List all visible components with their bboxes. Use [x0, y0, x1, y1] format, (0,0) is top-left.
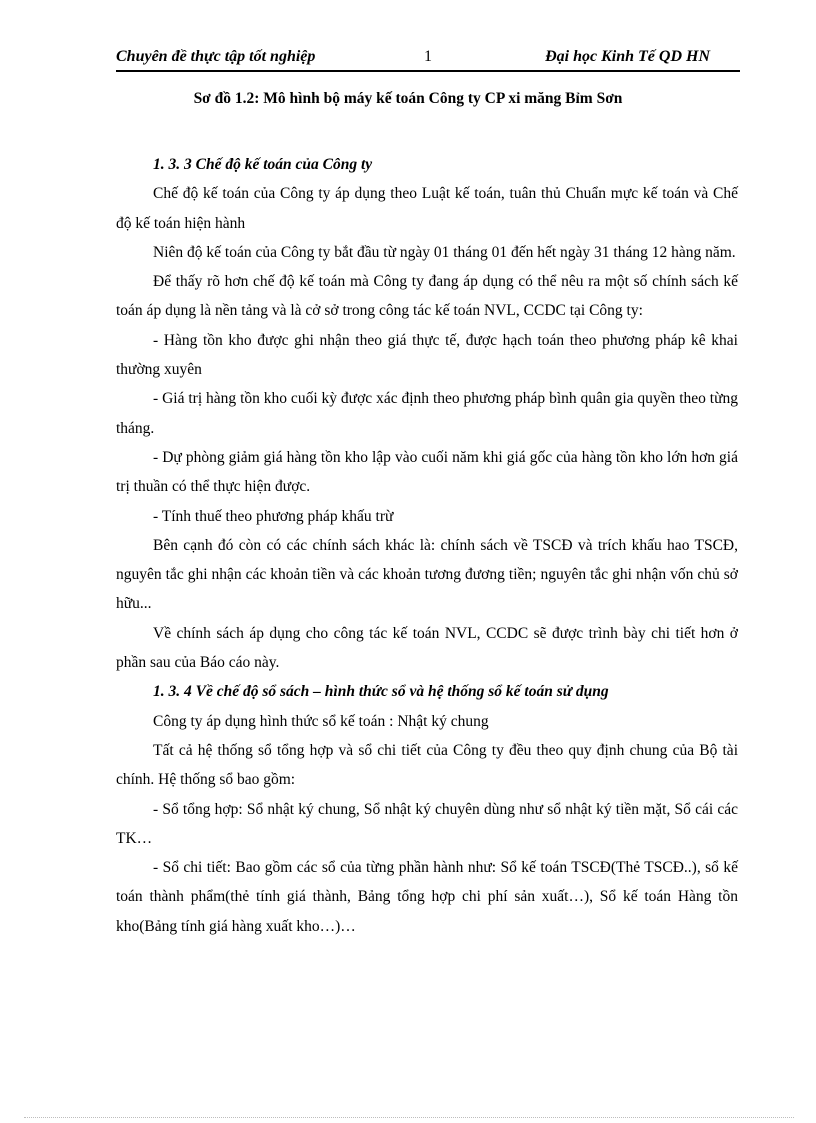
page-header	[116, 46, 740, 70]
figure-caption: Sơ đồ 1.2: Mô hình bộ máy kế toán Công ty CP xi măng Bỉm Sơn	[193, 90, 623, 107]
paragraph: Công ty áp dụng hình thức sổ kế toán : Nhật ký chung	[153, 712, 489, 730]
page-number: 1	[424, 48, 432, 65]
paragraph: Niên độ kế toán của Công ty bắt đầu từ ngày 01 tháng 01 đến hết ngày 31 tháng 12 hàng năm.	[153, 243, 736, 261]
paragraph: - Tính thuế theo phương pháp khấu trừ	[153, 507, 394, 525]
paragraph: Về chính sách áp dụng cho công tác kế toán NVL, CCDC sẽ được trình bày chi tiết hơn ở phần sau của Báo cáo này.	[116, 624, 738, 672]
section-heading-134: 1. 3. 4 Về chế độ sổ sách – hình thức sổ và hệ thống sổ kế toán sử dụng	[153, 683, 609, 701]
paragraph: - Hàng tồn kho được ghi nhận theo giá thực tế, được hạch toán theo phương pháp kê khai thường xuyên	[116, 331, 738, 379]
document-body	[116, 150, 738, 941]
paragraph: - Giá trị hàng tồn kho cuối kỳ được xác định theo phương pháp bình quân gia quyền theo từng tháng.	[116, 390, 738, 437]
paragraph: Tất cả hệ thống sổ tổng hợp và sổ chi tiết của Công ty đều theo quy định chung của Bộ tài chính. Hệ thống sổ bao gồm:	[116, 741, 738, 789]
footer-dotted-line	[24, 1117, 794, 1118]
paragraph: - Sổ chi tiết: Bao gồm các sổ của từng phần hành như: Sổ kế toán TSCĐ(Thẻ TSCĐ..), sổ kế toán thành phẩm(thẻ tính giá thành, Bảng tổng hợp chi phí sản xuất…), Sổ kế toán Hàng tồn kho(Bảng tính giá hàng xuất kho…)…	[116, 859, 738, 935]
header-right-title: Đại học Kinh Tế QD HN	[545, 48, 710, 65]
header-left-title: Chuyên đề thực tập tốt nghiệp	[116, 48, 316, 65]
paragraph: Chế độ kế toán của Công ty áp dụng theo Luật kế toán, tuân thủ Chuẩn mực kế toán và Chế độ kế toán hiện hành	[116, 185, 738, 232]
paragraph: Để thấy rõ hơn chế độ kế toán mà Công ty đang áp dụng có thể nêu ra một số chính sách kế toán áp dụng là nền tảng và là cở sở trong công tác kế toán NVL, CCDC tại Công ty:	[116, 273, 738, 320]
paragraph: Bên cạnh đó còn có các chính sách khác là: chính sách về TSCĐ và trích khấu hao TSCĐ, nguyên tắc ghi nhận các khoản tiền và các khoản tương đương tiền; nguyên tắc ghi nhận vốn chủ sở hữu...	[116, 536, 738, 613]
header-divider	[116, 70, 740, 72]
paragraph: - Dự phòng giảm giá hàng tồn kho lập vào cuối năm khi giá gốc của hàng tồn kho lớn hơn giá trị thuần có thể thực hiện được.	[116, 448, 738, 496]
section-heading-133: 1. 3. 3 Chế độ kế toán của Công ty	[153, 156, 373, 173]
paragraph: - Sổ tổng hợp: Sổ nhật ký chung, Sổ nhật ký chuyên dùng như sổ nhật ký tiền mặt, Sổ cái các TK…	[116, 800, 738, 847]
